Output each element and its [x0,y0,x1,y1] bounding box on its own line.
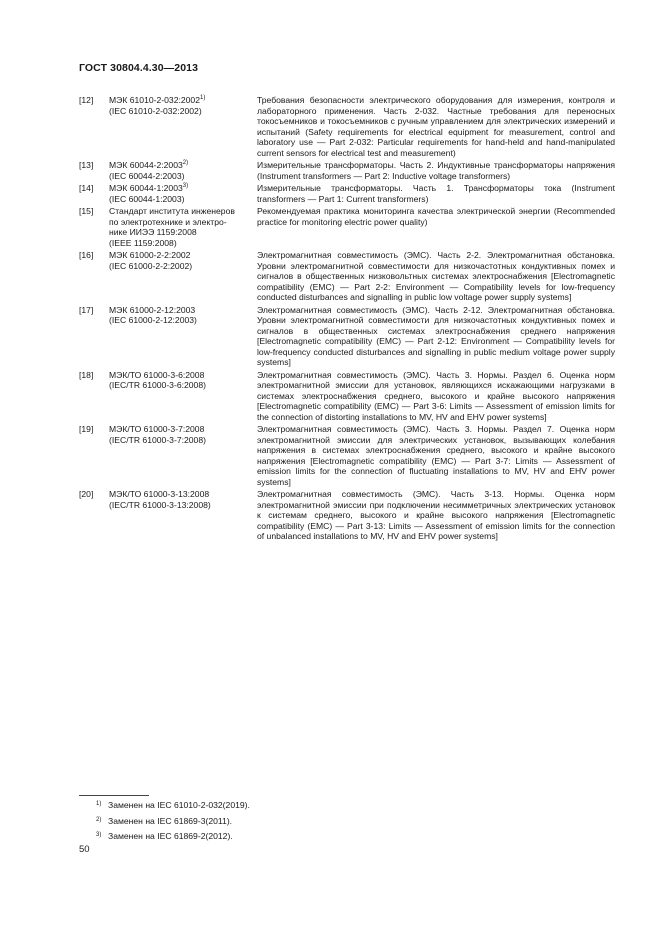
code-line: по электротехнике и электро- [109,216,227,227]
code-line: (IEC 60044-1:2003) [109,193,185,204]
entry-code [109,206,257,248]
entry-code [109,250,257,303]
entry-description: Измерительные трансформаторы. Часть 1. Трансформаторы тока (Instrument transformers — Part 1: Current transformers) [257,183,615,204]
entry-description: Рекомендуемая практика мониторинга качества электрической энергии (Recommended practice for monitoring electric power quality) [257,206,615,227]
entry-number: [12] [79,95,94,105]
code-line: МЭК 60044-1:2003 [109,183,183,193]
document-header: ГОСТ 30804.4.30—2013 [79,62,199,74]
entry-number: [20] [79,489,94,499]
entry-number: [14] [79,183,94,193]
entry-number: [17] [79,304,94,315]
code-line: МЭК 61010-2-032:2002 [109,95,200,105]
bibliography-entry [79,160,615,181]
entry-code [109,370,257,423]
entry-description: Электромагнитная совместимость (ЭМС). Часть 3-13. Нормы. Оценка норм электромагнитной эмиссии при подключении несимметричных электрических установок к системам среднего, высокого и крайне высокого напряжения [Electromagnetic compatibility (EMC) — Part 3-13: Limits — Assessment of emission limits for the connection of unbalanced installations to MV, HV and EHV power systems] [257,489,615,541]
code-line: МЭК 61000-2-2:2002 [109,250,191,260]
footnote: 1) Заменен на IEC 61010-2-032(2019). [96,800,250,810]
bibliography-entry [79,424,615,487]
bibliography-entry [79,370,615,423]
footnote-marker: 2) [182,160,189,166]
code-line: МЭК/ТО 61000-3-6:2008 [109,369,205,380]
entry-number: [16] [79,250,94,260]
entry-code [109,160,257,181]
code-line: Стандарт института инженеров [109,206,235,216]
entry-number: [15] [79,206,94,216]
entry-code [109,95,257,158]
page-number: 50 [79,844,90,855]
code-line: (IEC/TR 61000-3-7:2008) [109,434,206,445]
footnote-text: Заменен на IEC 61869-3(2011). [108,815,233,826]
bibliography-entry [79,206,615,248]
code-line: МЭК 60044-2:2003 [109,160,183,170]
code-line: МЭК 61000-2-12:2003 [109,304,196,315]
code-line: (IEC/TR 61000-3-6:2008) [109,380,206,390]
footnote-marker: 1) [199,95,206,101]
entry-number: [19] [79,424,94,434]
footnotes [96,798,250,845]
footnote-text: Заменен на IEC 61869-2(2012). [108,831,233,842]
footnote-divider [79,795,149,796]
footnote-text: Заменен на IEC 61010-2-032(2019). [108,800,250,810]
code-line: (IEC 60044-2:2003) [109,170,185,181]
entry-description: Измерительные трансформаторы. Часть 2. Индуктивные трансформаторы напряжения (Instrument transformers — Part 2: Inductive voltage transformers) [257,160,615,181]
entry-description: Электромагнитная совместимость (ЭМС). Часть 3. Нормы. Раздел 6. Оценка норм электромагнитной эмиссии для установок, являющихся искажающими нагрузками в системах электроснабжения среднего, высокого и крайне высокого напряжения [Electromagnetic compatibility (EMC) — Part 3-6: Limits — Assessment of emission limits for the connection of distorting installations to MV, HV and EHV power systems] [257,369,615,422]
bibliography-entry [79,250,615,303]
footnote: 2) Заменен на IEC 61869-3(2011). [96,815,233,826]
entry-description: Электромагнитная совместимость (ЭМС). Часть 3. Нормы. Раздел 7. Оценка норм электромагнитной эмиссии для электрических установок, вызывающих колебания напряжения в системах электроснабжения среднего, высокого и крайне высокого напряжения [Electromagnetic compatibility (EMC) — Part 3-7: Limits — Assessment of emission limits for the connection of fluctuating installations to MV, HV and EHV power systems] [257,424,615,487]
code-line: (IEC/TR 61000-3-13:2008) [109,499,211,510]
code-line: (IEC 61000-2-12:2003) [109,315,197,325]
code-line: нике ИИЭЭ 1159:2008 [109,227,197,237]
entry-description: Электромагнитная совместимость (ЭМС). Часть 2-2. Электромагнитная обстановка. Уровни электромагнитной совместимости для низкочастотных кондуктивных помех и сигналов в общественных низковольтных системах электроснабжения [Electromagnetic compatibility (EMC) — Part 2-2: Environment — Compatibility levels for low-frequency conducted disturbances and signalling in public low voltage power supply systems] [257,250,615,302]
entry-description: Электромагнитная совместимость (ЭМС). Часть 2-12. Электромагнитная обстановка. Уровни электромагнитной совместимости для низкочастотных кондуктивных помех и сигналов в общественных системах электроснабжения среднего напряжения [Electromagnetic compatibility (EMC) — Part 2-12: Environment — Compatibility levels for low-frequency conducted disturbances and signalling in public medium voltage power supply systems] [257,304,615,367]
code-line: МЭК/ТО 61000-3-7:2008 [109,424,205,434]
entry-code [109,424,257,487]
code-line: МЭК/ТО 61000-3-13:2008 [109,489,210,499]
code-line: (IEEE 1159:2008) [109,237,177,248]
footnote: 3) Заменен на IEC 61869-2(2012). [96,831,233,842]
bibliography-list [79,95,615,544]
bibliography-entry [79,305,615,368]
code-line: (IEC 61010-2-032:2002) [109,105,202,116]
footnote-marker: 3) [182,183,189,189]
bibliography-entry [79,489,615,542]
entry-code [109,489,257,542]
entry-description: Требования безопасности электрического оборудования для измерения, контроля и лабораторного применения. Часть 2-032. Частные требования для переносных токосъемников и токосъемников с ручным управлением для электрических измерений и испытаний (Safety requirements for electrical equipment for measurement, control and laboratory use — Part 2-032: Particular requirements for hand-held and hand-manipulated current sensors for electrical test and measurement) [257,95,615,158]
bibliography-entry [79,183,615,204]
code-line: (IEC 61000-2-2:2002) [109,260,193,271]
entry-number: [13] [79,160,94,170]
entry-code [109,305,257,368]
bibliography-entry [79,95,615,158]
entry-number: [18] [79,369,94,380]
entry-code [109,183,257,204]
